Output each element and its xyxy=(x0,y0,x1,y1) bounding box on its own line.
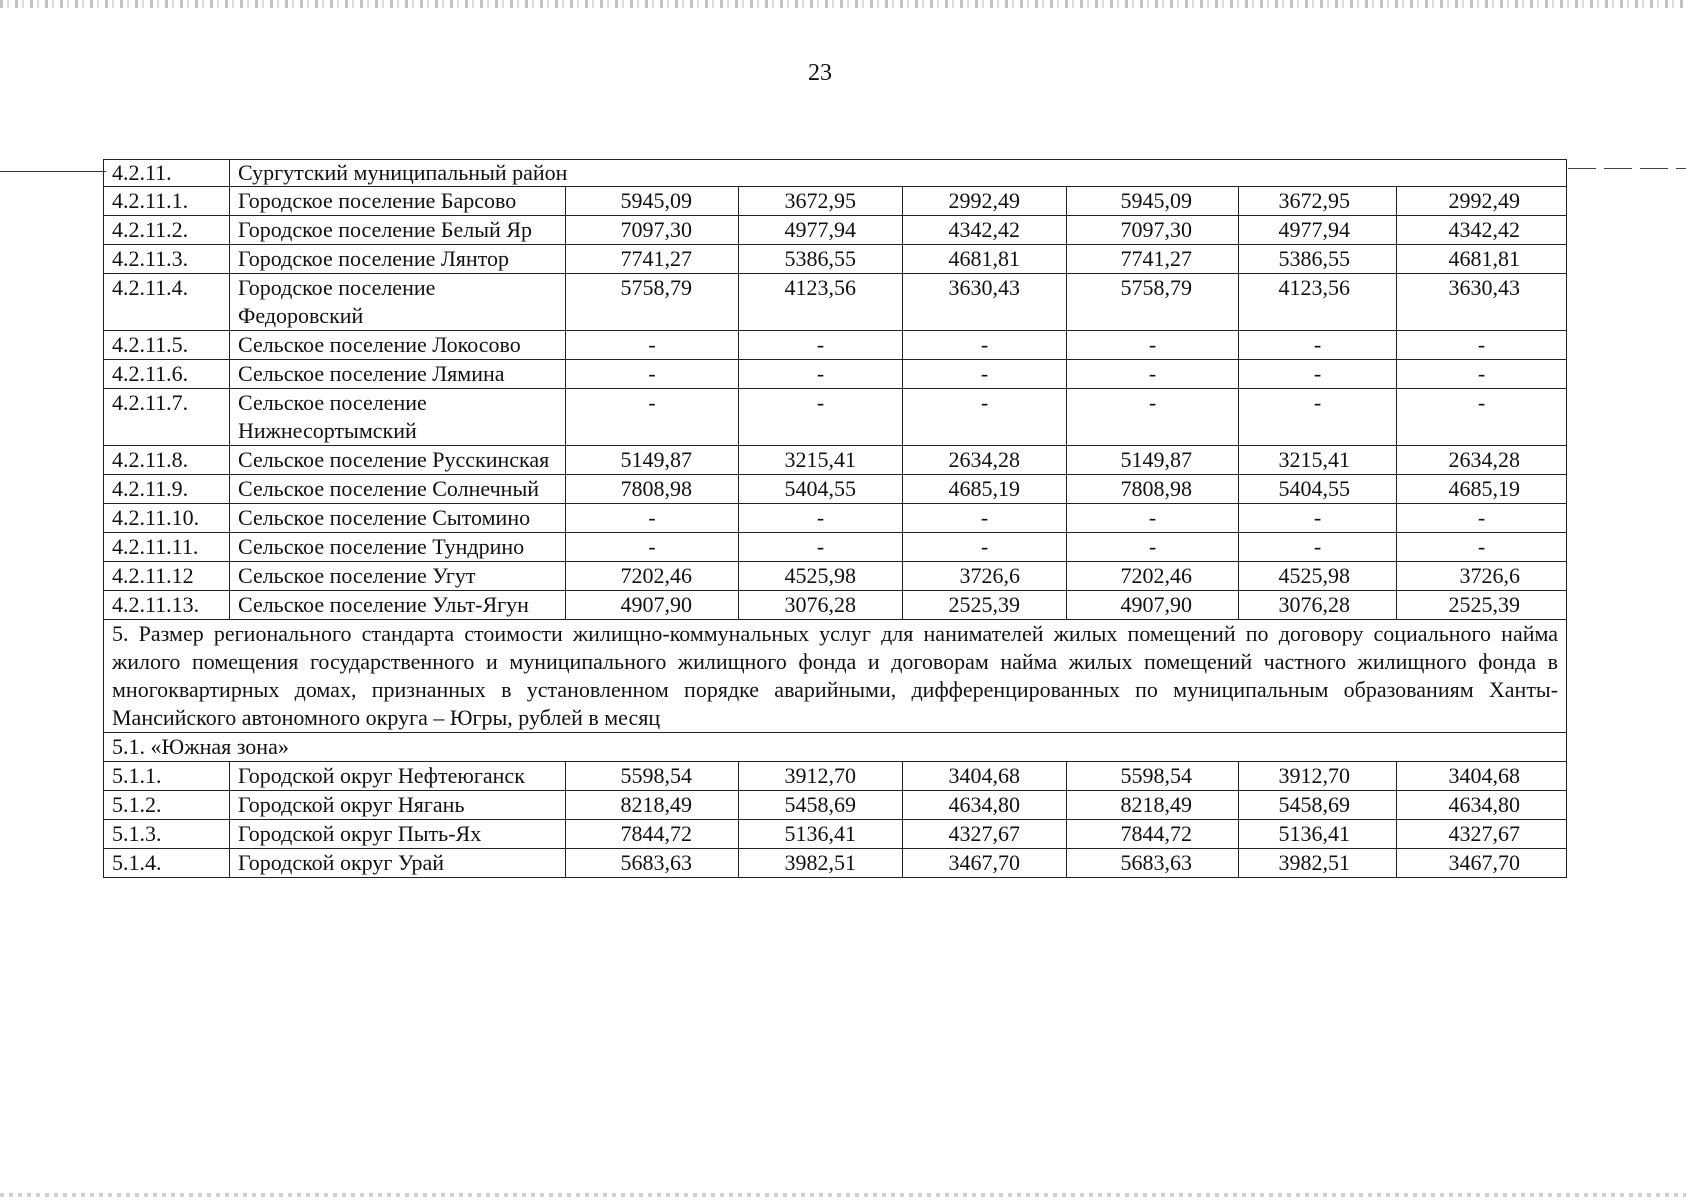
value-cell: 4342,42 xyxy=(1397,216,1567,245)
table-row xyxy=(104,791,1567,820)
value-cell: 5945,09 xyxy=(566,187,739,216)
value-cell: 3215,41 xyxy=(1239,446,1397,475)
value-cell: 5404,55 xyxy=(739,475,903,504)
row-code: 4.2.11.8. xyxy=(104,446,230,475)
table-row xyxy=(104,475,1567,504)
value-cell: 4681,81 xyxy=(903,245,1067,274)
table-row xyxy=(104,820,1567,849)
table-row xyxy=(104,389,1567,446)
row-name: Городское поселение Лянтор xyxy=(230,245,566,274)
section-code: 4.2.11. xyxy=(104,160,230,187)
section-row-4-2-11 xyxy=(104,160,1567,187)
table-row xyxy=(104,446,1567,475)
row-name: Сельское поселение Лямина xyxy=(230,360,566,389)
value-cell: 7741,27 xyxy=(566,245,739,274)
value-cell: 5683,63 xyxy=(1067,849,1239,878)
stray-rule-right xyxy=(1568,168,1686,169)
value-cell: 4525,98 xyxy=(1239,562,1397,591)
row-code: 4.2.11.11. xyxy=(104,533,230,562)
table-row xyxy=(104,591,1567,620)
value-cell: 3630,43 xyxy=(903,274,1067,331)
section-5-heading: 5. Размер регионального стандарта стоимости жилищно-коммунальных услуг для нанимателей жилых помещений по договору социального найма жилого помещения государственного и муниципального жилищного фонда и договорам найма жилых помещений частного жилищного фонда в многоквартирных домах, признанных в установленном порядке аварийными, дифференцированных по муниципальным образованиям Ханты-Мансийского автономного округа – Югры, рублей в месяц xyxy=(104,620,1567,733)
value-cell: 4907,90 xyxy=(1067,591,1239,620)
value-cell: 4327,67 xyxy=(1397,820,1567,849)
row-name: Городской округ Нягань xyxy=(230,791,566,820)
table-row xyxy=(104,187,1567,216)
value-cell: 3672,95 xyxy=(1239,187,1397,216)
value-cell: 2525,39 xyxy=(1397,591,1567,620)
row-code: 4.2.11.10. xyxy=(104,504,230,533)
value-cell: 2634,28 xyxy=(1397,446,1567,475)
tariff-table xyxy=(103,159,1567,878)
value-cell: 4634,80 xyxy=(903,791,1067,820)
row-name: Сельское поселение Угут xyxy=(230,562,566,591)
value-cell: 7808,98 xyxy=(566,475,739,504)
row-name: Сельское поселение Солнечный xyxy=(230,475,566,504)
row-name: Сельское поселение Локосово xyxy=(230,331,566,360)
value-cell: 7844,72 xyxy=(1067,820,1239,849)
value-cell: 5758,79 xyxy=(566,274,739,331)
row-code: 4.2.11.7. xyxy=(104,389,230,446)
value-cell: - xyxy=(1067,389,1239,446)
value-cell: 7097,30 xyxy=(566,216,739,245)
value-cell: 5386,55 xyxy=(1239,245,1397,274)
value-cell: 2992,49 xyxy=(903,187,1067,216)
value-cell: 5598,54 xyxy=(566,762,739,791)
value-cell: 5404,55 xyxy=(1239,475,1397,504)
value-cell: 5598,54 xyxy=(1067,762,1239,791)
value-cell: 4977,94 xyxy=(739,216,903,245)
value-cell: - xyxy=(739,360,903,389)
row-name: Городской округ Нефтеюганск xyxy=(230,762,566,791)
value-cell: 4685,19 xyxy=(903,475,1067,504)
value-cell: 3982,51 xyxy=(739,849,903,878)
value-cell: - xyxy=(1397,504,1567,533)
value-cell: - xyxy=(1239,360,1397,389)
row-name: Сельское поселение Ульт-Ягун xyxy=(230,591,566,620)
row-name: Городской округ Урай xyxy=(230,849,566,878)
value-cell: 5945,09 xyxy=(1067,187,1239,216)
subsection-title: 5.1. «Южная зона» xyxy=(104,733,1567,762)
row-name: Сельское поселение Сытомино xyxy=(230,504,566,533)
value-cell: - xyxy=(739,533,903,562)
page-number: 23 xyxy=(808,60,832,86)
value-cell: - xyxy=(1397,331,1567,360)
value-cell: - xyxy=(566,533,739,562)
row-code: 5.1.4. xyxy=(104,849,230,878)
row-name: Сельское поселение Русскинская xyxy=(230,446,566,475)
table-row xyxy=(104,216,1567,245)
table-row xyxy=(104,245,1567,274)
row-code: 4.2.11.5. xyxy=(104,331,230,360)
value-cell: 4634,80 xyxy=(1397,791,1567,820)
value-cell: - xyxy=(739,504,903,533)
value-cell: 2634,28 xyxy=(903,446,1067,475)
row-name: Сельское поселение Нижнесортымский xyxy=(230,389,566,446)
table-row xyxy=(104,274,1567,331)
value-cell: 4907,90 xyxy=(566,591,739,620)
table-row xyxy=(104,762,1567,791)
row-code: 5.1.2. xyxy=(104,791,230,820)
value-cell: - xyxy=(1067,360,1239,389)
value-cell: 3215,41 xyxy=(739,446,903,475)
row-name: Городское поселение Белый Яр xyxy=(230,216,566,245)
row-name: Городское поселение Федоровский xyxy=(230,274,566,331)
value-cell: - xyxy=(566,360,739,389)
value-cell: 5458,69 xyxy=(739,791,903,820)
value-cell: - xyxy=(1239,504,1397,533)
table-row xyxy=(104,562,1567,591)
row-code: 4.2.11.3. xyxy=(104,245,230,274)
value-cell: 5136,41 xyxy=(739,820,903,849)
value-cell: 2525,39 xyxy=(903,591,1067,620)
value-cell: 3912,70 xyxy=(1239,762,1397,791)
table-row xyxy=(104,331,1567,360)
value-cell: - xyxy=(1239,331,1397,360)
row-code: 4.2.11.6. xyxy=(104,360,230,389)
table-row xyxy=(104,849,1567,878)
row-code: 4.2.11.13. xyxy=(104,591,230,620)
value-cell: - xyxy=(903,389,1067,446)
value-cell: 4123,56 xyxy=(1239,274,1397,331)
value-cell: - xyxy=(739,389,903,446)
scan-edge-top xyxy=(0,0,1686,8)
value-cell: 7808,98 xyxy=(1067,475,1239,504)
value-cell: 4685,19 xyxy=(1397,475,1567,504)
row-code: 5.1.1. xyxy=(104,762,230,791)
value-cell: - xyxy=(1067,504,1239,533)
value-cell: - xyxy=(1397,360,1567,389)
value-cell: 3726,6 xyxy=(903,562,1067,591)
value-cell: 5683,63 xyxy=(566,849,739,878)
section-title: Сургутский муниципальный район xyxy=(230,160,1567,187)
stray-rule-left xyxy=(0,171,106,172)
value-cell: 3672,95 xyxy=(739,187,903,216)
table-row xyxy=(104,504,1567,533)
value-cell: - xyxy=(903,331,1067,360)
row-name: Городской округ Пыть-Ях xyxy=(230,820,566,849)
value-cell: - xyxy=(1067,331,1239,360)
value-cell: 4681,81 xyxy=(1397,245,1567,274)
value-cell: - xyxy=(566,331,739,360)
row-code: 4.2.11.4. xyxy=(104,274,230,331)
value-cell: 3076,28 xyxy=(739,591,903,620)
value-cell: - xyxy=(903,504,1067,533)
value-cell: - xyxy=(1067,533,1239,562)
value-cell: 4327,67 xyxy=(903,820,1067,849)
value-cell: - xyxy=(1239,533,1397,562)
value-cell: 2992,49 xyxy=(1397,187,1567,216)
value-cell: 8218,49 xyxy=(1067,791,1239,820)
subsection-row xyxy=(104,733,1567,762)
scan-edge-bottom xyxy=(0,1193,1686,1197)
value-cell: 5758,79 xyxy=(1067,274,1239,331)
value-cell: 3467,70 xyxy=(903,849,1067,878)
table-row xyxy=(104,360,1567,389)
value-cell: - xyxy=(1397,533,1567,562)
section-5-heading-row xyxy=(104,620,1567,733)
table-body xyxy=(104,160,1567,878)
value-cell: 7741,27 xyxy=(1067,245,1239,274)
table-row xyxy=(104,533,1567,562)
value-cell: 3912,70 xyxy=(739,762,903,791)
row-code: 4.2.11.9. xyxy=(104,475,230,504)
value-cell: 3982,51 xyxy=(1239,849,1397,878)
value-cell: - xyxy=(566,389,739,446)
value-cell: 7202,46 xyxy=(1067,562,1239,591)
value-cell: 8218,49 xyxy=(566,791,739,820)
row-code: 4.2.11.1. xyxy=(104,187,230,216)
row-name: Городское поселение Барсово xyxy=(230,187,566,216)
value-cell: 7202,46 xyxy=(566,562,739,591)
value-cell: 3076,28 xyxy=(1239,591,1397,620)
value-cell: - xyxy=(903,533,1067,562)
row-code: 4.2.11.2. xyxy=(104,216,230,245)
row-code: 4.2.11.12 xyxy=(104,562,230,591)
value-cell: 3467,70 xyxy=(1397,849,1567,878)
value-cell: 3630,43 xyxy=(1397,274,1567,331)
value-cell: 4977,94 xyxy=(1239,216,1397,245)
value-cell: 5386,55 xyxy=(739,245,903,274)
value-cell: 3726,6 xyxy=(1397,562,1567,591)
value-cell: 3404,68 xyxy=(1397,762,1567,791)
value-cell: 5149,87 xyxy=(1067,446,1239,475)
row-code: 5.1.3. xyxy=(104,820,230,849)
value-cell: - xyxy=(1239,389,1397,446)
value-cell: 4525,98 xyxy=(739,562,903,591)
value-cell: - xyxy=(566,504,739,533)
value-cell: 5149,87 xyxy=(566,446,739,475)
value-cell: 7844,72 xyxy=(566,820,739,849)
value-cell: 3404,68 xyxy=(903,762,1067,791)
row-name: Сельское поселение Тундрино xyxy=(230,533,566,562)
value-cell: 5136,41 xyxy=(1239,820,1397,849)
value-cell: - xyxy=(739,331,903,360)
value-cell: 7097,30 xyxy=(1067,216,1239,245)
value-cell: 4342,42 xyxy=(903,216,1067,245)
value-cell: - xyxy=(1397,389,1567,446)
value-cell: - xyxy=(903,360,1067,389)
value-cell: 4123,56 xyxy=(739,274,903,331)
value-cell: 5458,69 xyxy=(1239,791,1397,820)
